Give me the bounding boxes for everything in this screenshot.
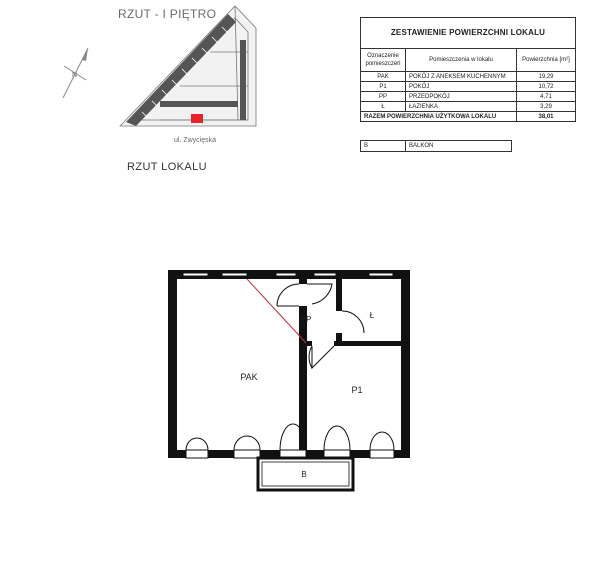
unit-location-marker — [191, 114, 203, 123]
area-table-title: ZESTAWIENIE POWIERZCHNI LOKALU — [361, 18, 576, 49]
compass-icon — [63, 48, 88, 98]
interior-walls — [299, 279, 401, 450]
room-label-pp: PP — [300, 315, 312, 324]
row-area: 19,29 — [517, 72, 576, 82]
balcony-code: B — [361, 141, 406, 152]
table-row — [361, 102, 576, 112]
row-area: 3,29 — [517, 102, 576, 112]
balcony-room: BALKON — [406, 141, 512, 152]
plan-title: RZUT LOKALU — [127, 161, 207, 173]
row-room: POKÓJ — [406, 82, 517, 92]
street-label: ul. Zwycięska — [174, 137, 217, 144]
table-row — [361, 92, 576, 102]
site-plan-title: RZUT - I PIĘTRO — [118, 7, 217, 21]
row-room: POKÓJ Z ANEKSEM KUCHENNYM — [406, 72, 517, 82]
header-area: Powierzchnia [m²] — [517, 49, 576, 72]
door-swing-bath — [342, 311, 364, 333]
room-label-p1: P1 — [351, 385, 363, 395]
balcony-door-swings — [186, 424, 394, 450]
total-label: RAZEM POWIERZCHNIA UŻYTKOWA LOKALU — [361, 112, 517, 122]
door-swing-pak — [277, 284, 299, 306]
header-code: Oznaczenie pomieszczeń — [361, 49, 406, 72]
total-value: 38,01 — [517, 112, 576, 122]
header-room: Pomieszczenia w lokalu — [406, 49, 517, 72]
row-area: 10,72 — [517, 82, 576, 92]
row-code: P1 — [361, 82, 406, 92]
balcony-row — [361, 141, 512, 152]
site-plan-diagram — [60, 0, 260, 150]
kitchen-partition-line — [247, 279, 306, 343]
row-room: PRZEDPOKÓJ — [406, 92, 517, 102]
exterior-walls — [168, 270, 410, 458]
compass-north-label: N — [72, 72, 78, 79]
area-table — [360, 17, 576, 122]
table-row — [361, 72, 576, 82]
row-code: Ł — [361, 102, 406, 112]
door-swing-p1 — [309, 346, 334, 368]
room-label-pak: PAK — [240, 372, 258, 382]
door-swing-pp — [307, 284, 332, 304]
total-row — [361, 112, 576, 122]
table-row — [361, 82, 576, 92]
row-room: ŁAZIENKA — [406, 102, 517, 112]
room-label-bath: Ł — [369, 311, 375, 320]
room-label-balcony: B — [301, 470, 307, 479]
row-area: 4,71 — [517, 92, 576, 102]
floor-plan — [150, 255, 430, 500]
row-code: PP — [361, 92, 406, 102]
row-code: PAK — [361, 72, 406, 82]
balcony-table — [360, 140, 512, 152]
